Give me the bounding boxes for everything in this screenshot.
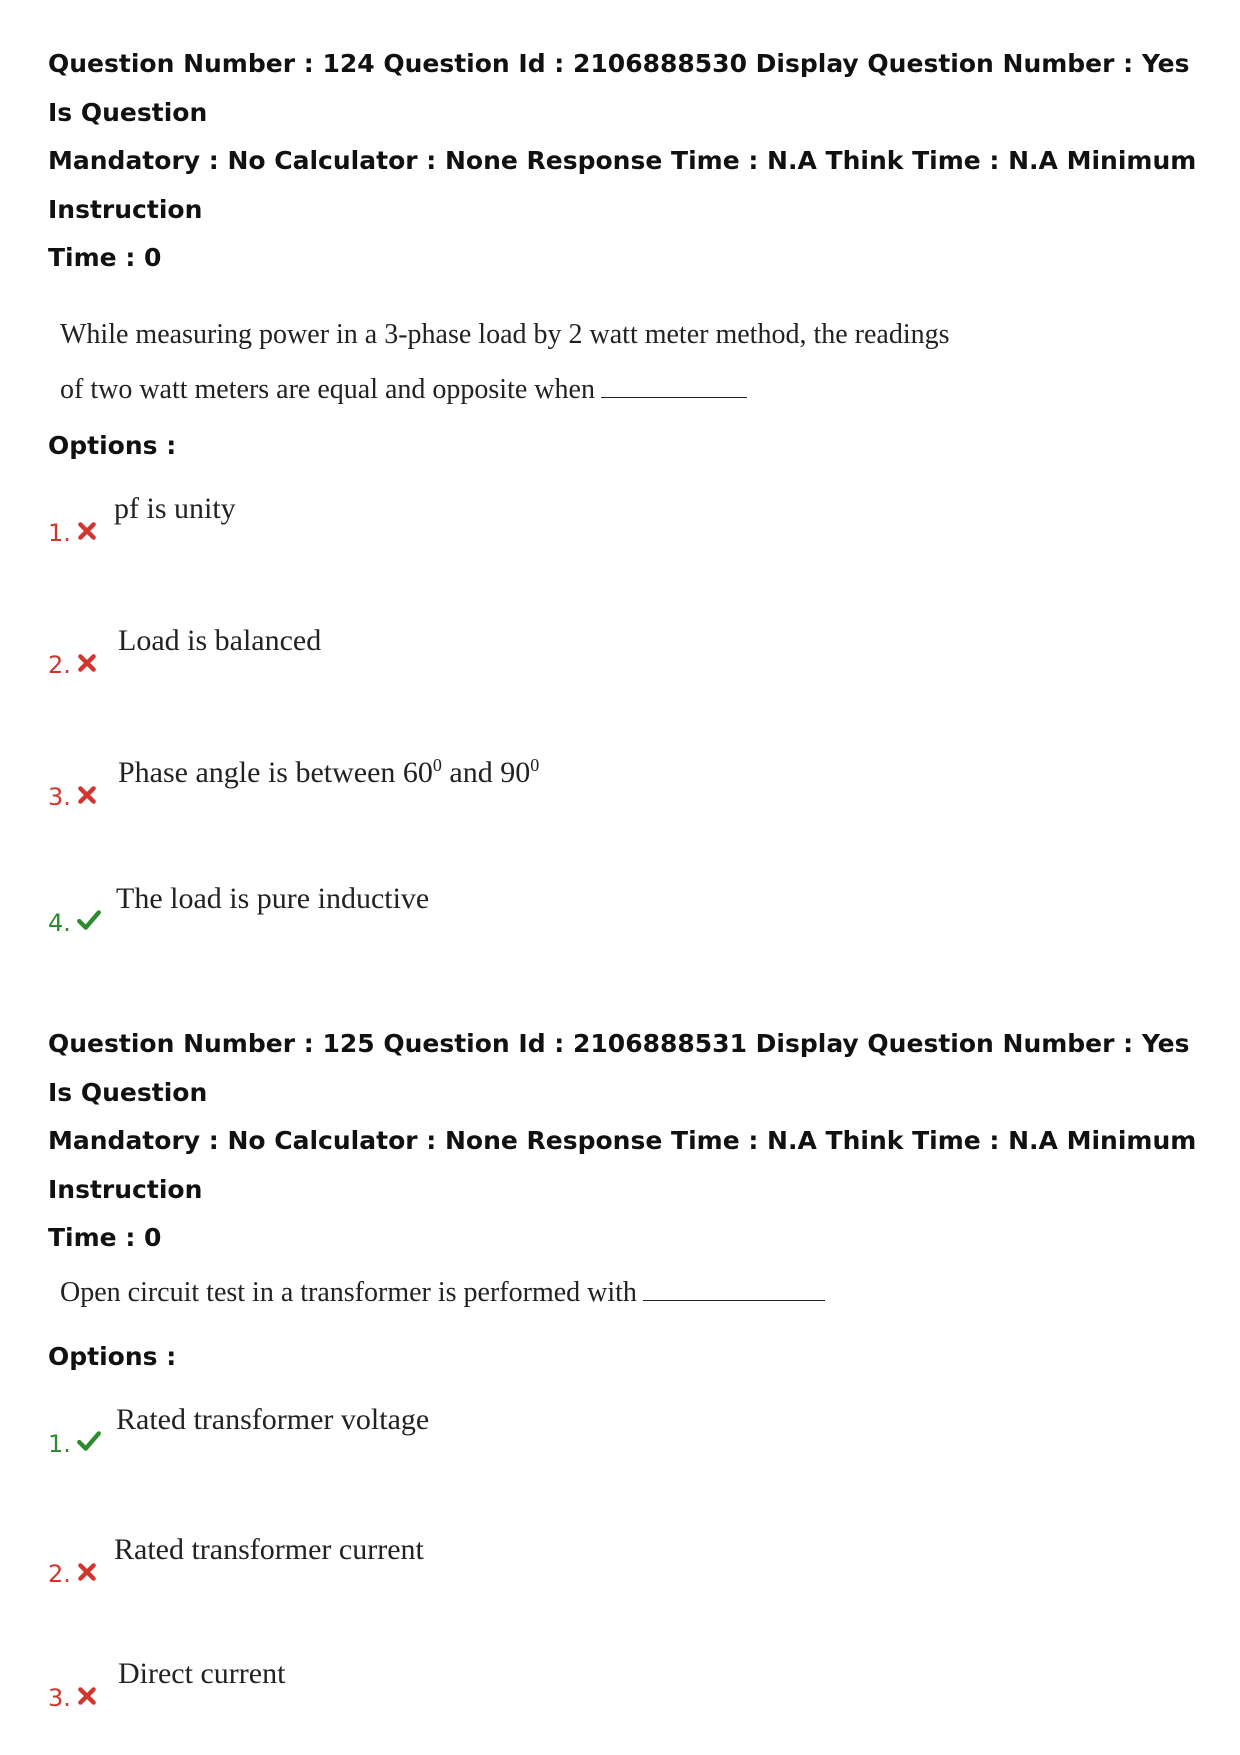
option-number: 1. <box>48 518 71 547</box>
question-text <box>60 362 1218 417</box>
option-text <box>118 756 539 790</box>
option-number: 3. <box>48 782 71 811</box>
option-number: 2. <box>48 1559 71 1588</box>
answer-blank <box>601 371 747 398</box>
question-text-line: of two watt meters are equal and opposite when <box>60 373 595 405</box>
option-text-part: Phase angle is between 60 <box>118 755 433 789</box>
question-125 <box>48 1020 1218 1712</box>
option-2 <box>48 1532 1218 1588</box>
options-label: Options : <box>48 1341 177 1371</box>
checkmark-icon <box>76 1429 102 1453</box>
question-124 <box>48 40 1218 937</box>
option-1 <box>48 1402 1218 1458</box>
superscript: 0 <box>432 754 442 775</box>
option-number: 1. <box>48 1429 71 1458</box>
question-meta-line: Time : 0 <box>48 243 162 272</box>
cross-icon <box>76 652 98 674</box>
option-text: The load is pure inductive <box>116 881 430 915</box>
option-number: 3. <box>48 1683 71 1712</box>
option-number: 4. <box>48 908 71 937</box>
option-text: Load is balanced <box>118 623 322 657</box>
checkmark-icon <box>76 908 102 932</box>
option-number: 2. <box>48 650 71 679</box>
cross-icon <box>76 1561 98 1583</box>
question-text-line: Open circuit test in a transformer is performed with <box>60 1276 637 1308</box>
answer-blank <box>643 1274 825 1301</box>
option-4 <box>48 881 1218 937</box>
option-text-part: and 90 <box>441 755 531 789</box>
option-3 <box>48 754 1218 811</box>
question-meta-line: Question Number : 125 Question Id : 2106888531 Display Question Number : Yes Is Question <box>48 1029 1190 1107</box>
option-text: pf is unity <box>114 491 236 525</box>
option-2 <box>48 623 1218 679</box>
question-meta-line: Mandatory : No Calculator : None Response Time : N.A Think Time : N.A Minimum Instruction <box>48 1126 1197 1204</box>
option-text: Rated transformer current <box>114 1532 424 1566</box>
question-text <box>60 307 1218 362</box>
question-meta-line: Mandatory : No Calculator : None Response Time : N.A Think Time : N.A Minimum Instruction <box>48 146 1197 224</box>
option-3 <box>48 1656 1218 1712</box>
option-text: Direct current <box>118 1656 286 1690</box>
question-text-line: While measuring power in a 3-phase load by 2 watt meter method, the readings <box>60 318 950 350</box>
question-meta-line: Question Number : 124 Question Id : 2106888530 Display Question Number : Yes Is Question <box>48 49 1190 127</box>
cross-icon <box>76 520 98 542</box>
question-text <box>60 1265 1218 1320</box>
superscript: 0 <box>530 754 540 775</box>
option-1 <box>48 491 1218 547</box>
cross-icon <box>76 784 98 806</box>
option-text: Rated transformer voltage <box>116 1402 430 1436</box>
cross-icon <box>76 1685 98 1707</box>
question-meta-line: Time : 0 <box>48 1223 162 1252</box>
options-label: Options : <box>48 430 177 460</box>
